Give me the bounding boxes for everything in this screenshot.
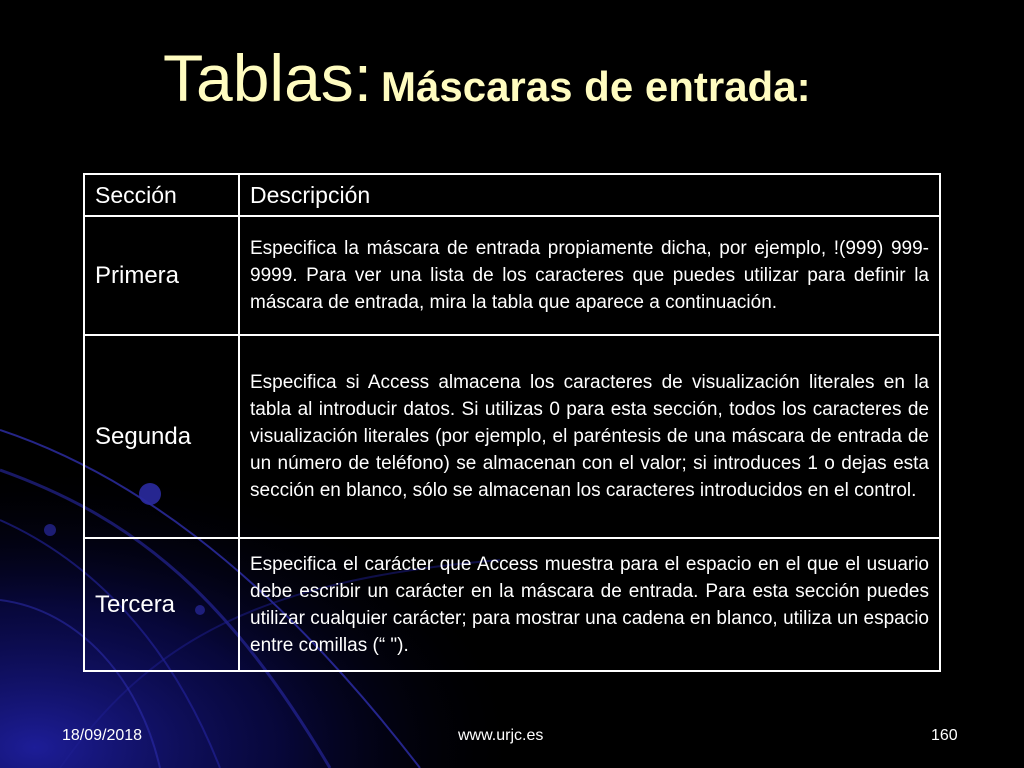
header-section: Sección	[84, 174, 239, 216]
header-description: Descripción	[239, 174, 940, 216]
footer-website: www.urjc.es	[458, 727, 544, 744]
row-description: Especifica si Access almacena los caracteres de visualización literales en la tabla al introducir datos. Si utilizas 0 para esta sección, todos los caracteres de visualización literales (por ejemplo, el paréntesis de una máscara de entrada de un número de teléfono) se almacenan con el valor; si introduces 1 o dejas esta sección en blanco, sólo se almacenan los caracteres introducidos en el control.	[239, 335, 940, 538]
footer-page-number: 160	[931, 727, 958, 744]
row-description: Especifica el carácter que Access muestra para el espacio en el que el usuario debe escribir un carácter en la máscara de entrada. Para esta sección puedes utilizar cualquier carácter; para mostrar una cadena en blanco, utiliza un espacio entre comillas (“ ").	[239, 538, 940, 671]
table-header-row	[84, 174, 940, 216]
row-description: Especifica la máscara de entrada propiamente dicha, por ejemplo, !(999) 999-9999. Para ver una lista de los caracteres que puedes utilizar para definir la máscara de entrada, mira la tabla que aparece a continuación.	[239, 216, 940, 335]
row-section-label: Primera	[84, 216, 239, 335]
input-mask-table	[83, 173, 941, 672]
footer-date: 18/09/2018	[62, 727, 143, 744]
title-main: Tablas:	[163, 41, 373, 115]
row-section-label: Tercera	[84, 538, 239, 671]
table-row	[84, 538, 940, 671]
slide-title	[163, 40, 811, 116]
row-section-label: Segunda	[84, 335, 239, 538]
title-subtitle: Máscaras de entrada:	[381, 63, 811, 110]
table-row	[84, 335, 940, 538]
table-row	[84, 216, 940, 335]
